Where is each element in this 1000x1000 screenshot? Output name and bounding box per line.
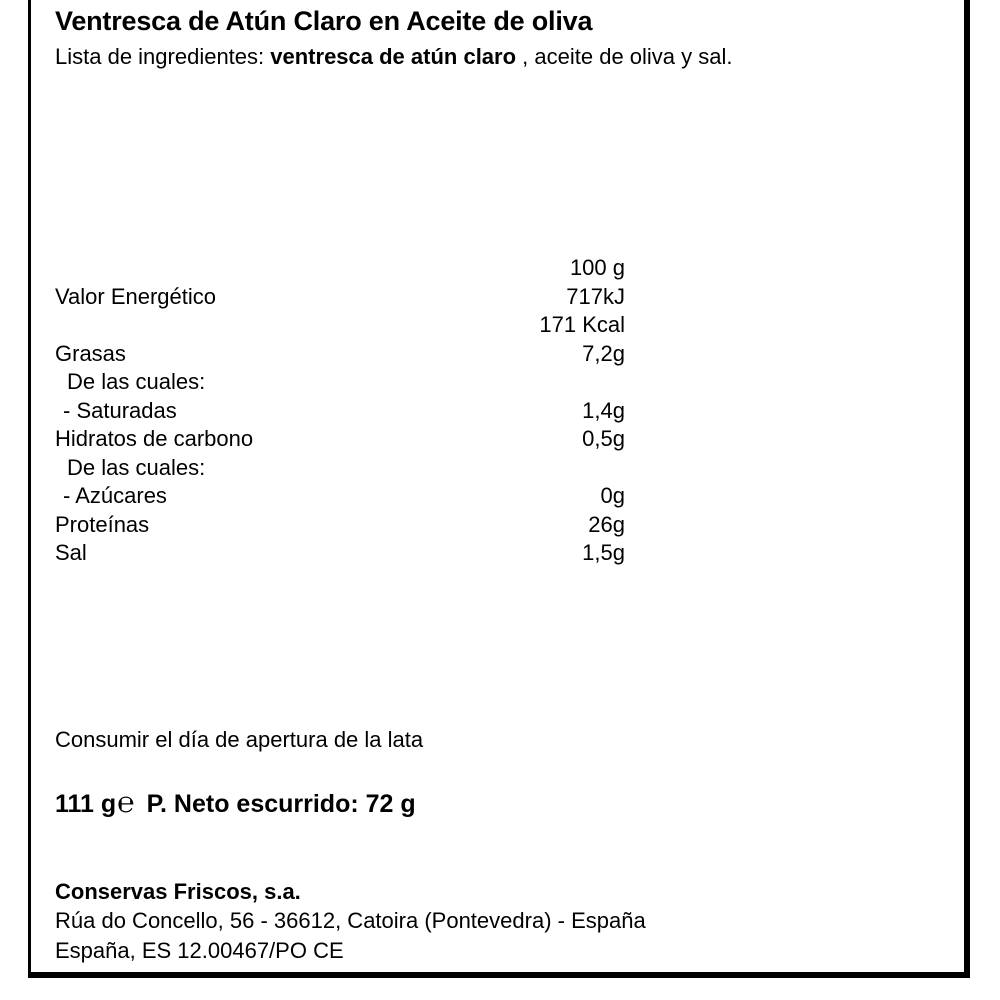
table-row bbox=[55, 369, 625, 398]
drained-weight: P. Neto escurrido: 72 g bbox=[146, 790, 416, 818]
nutrient-value: 26g bbox=[588, 511, 625, 537]
manufacturer-name: Conservas Friscos, s.a. bbox=[55, 879, 301, 904]
estimated-sign-icon: ℮ bbox=[117, 787, 135, 819]
table-row bbox=[55, 284, 625, 313]
nutrient-value: 7,2g bbox=[582, 340, 625, 366]
nutrient-label: Proteínas bbox=[55, 511, 150, 537]
table-row bbox=[55, 398, 625, 427]
manufacturer-address: Rúa do Concello, 56 - 36612, Catoira (Pontevedra) - España bbox=[55, 908, 646, 933]
ingredients-highlight: ventresca de atún claro bbox=[270, 44, 517, 69]
page-title: Ventresca de Atún Claro en Aceite de oliva bbox=[55, 6, 593, 36]
consume-note: Consumir el día de apertura de la lata bbox=[55, 727, 424, 752]
ingredients-suffix: , aceite de oliva y sal. bbox=[516, 44, 733, 69]
table-row bbox=[55, 483, 625, 512]
nutrient-label: De las cuales: bbox=[67, 454, 206, 480]
table-row bbox=[55, 426, 625, 455]
nutrient-value: 717kJ bbox=[566, 283, 625, 309]
nutrient-label: De las cuales: bbox=[67, 369, 206, 394]
nutrient-label: Grasas bbox=[55, 340, 126, 366]
nutrient-value: 1,4g bbox=[582, 397, 625, 423]
table-row bbox=[55, 341, 625, 370]
ingredients-prefix: Lista de ingredientes: bbox=[55, 44, 271, 69]
nutrition-label-frame bbox=[28, 0, 970, 978]
nutrient-label: - Saturadas bbox=[63, 397, 177, 423]
nutrient-value: 0g bbox=[600, 483, 625, 508]
table-row bbox=[55, 312, 625, 341]
ingredients-list bbox=[55, 44, 733, 70]
manufacturer-registration: España, ES 12.00467/PO CE bbox=[55, 938, 344, 963]
nutrient-value: 171 Kcal bbox=[539, 312, 625, 337]
table-row bbox=[55, 455, 625, 484]
nutrient-value: 0,5g bbox=[582, 426, 625, 451]
net-weight-line bbox=[55, 787, 416, 820]
table-header-row bbox=[55, 255, 625, 284]
nutrient-label: - Azúcares bbox=[63, 483, 167, 508]
manufacturer-block bbox=[55, 877, 646, 966]
nutrition-table bbox=[55, 255, 625, 569]
table-row bbox=[55, 512, 625, 541]
serving-size-header: 100 g bbox=[569, 255, 625, 280]
gross-weight: 111 g bbox=[55, 790, 117, 818]
table-row bbox=[55, 540, 625, 569]
nutrient-value: 1,5g bbox=[582, 540, 625, 565]
nutrient-label: Hidratos de carbono bbox=[55, 426, 254, 451]
nutrient-label: Sal bbox=[55, 540, 87, 565]
nutrient-label: Valor Energético bbox=[55, 283, 217, 309]
